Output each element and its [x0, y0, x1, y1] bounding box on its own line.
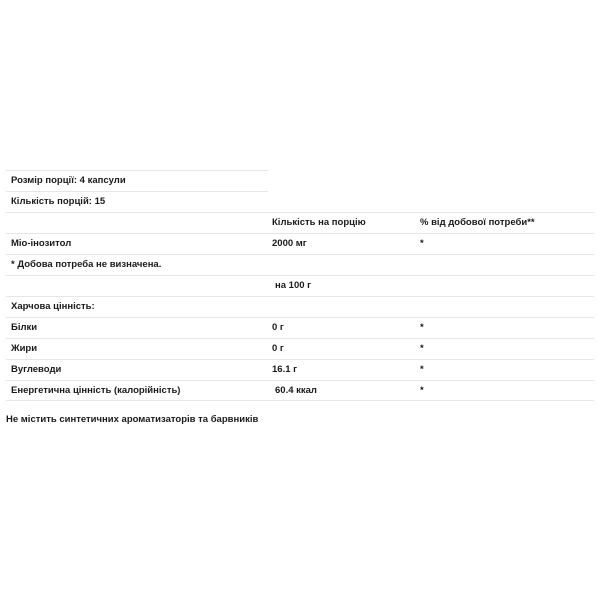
nutrient-daily-value: *: [420, 364, 424, 375]
nutrient-daily-value: *: [420, 322, 424, 333]
nutrition-title-row: [6, 296, 594, 317]
ingredient-amount: 2000 мг: [272, 238, 307, 249]
nutrient-amount: 16.1 г: [272, 364, 298, 375]
nutrition-title: Харчова цінність:: [11, 301, 95, 312]
daily-value-header: % від добової потреби**: [420, 217, 535, 228]
nutrient-amount: 0 г: [272, 343, 284, 354]
nutrient-amount: 0 г: [272, 322, 284, 333]
nutrient-amount: 60.4 ккал: [275, 385, 317, 396]
per-100g-header: на 100 г: [275, 280, 312, 291]
nutrient-name: Жири: [11, 343, 38, 354]
serving-size: Розмір порції: 4 капсули: [11, 175, 126, 186]
per-100g-header-row: [6, 275, 594, 296]
nutrition-row-fat: [6, 338, 594, 359]
no-synthetic-additives-note: Не містить синтетичних ароматизаторів та барвників: [6, 414, 259, 425]
daily-value-note: * Добова потреба не визначена.: [11, 259, 162, 270]
nutrient-daily-value: *: [420, 343, 424, 354]
nutrient-name: Білки: [11, 322, 38, 333]
ingredient-name: Міо-інозитол: [11, 238, 72, 249]
supplement-facts-table: [6, 170, 594, 401]
serving-count: Кількість порцій: 15: [11, 196, 106, 207]
nutrition-row-carbs: [6, 359, 594, 380]
nutrient-daily-value: *: [420, 385, 424, 396]
nutrition-row-energy: [6, 380, 594, 401]
nutrient-name: Вуглеводи: [11, 364, 62, 375]
serving-size-row: [6, 170, 268, 191]
serving-count-row: [6, 191, 268, 212]
ingredient-row: [6, 233, 594, 254]
note-row: [6, 254, 594, 275]
nutrition-row-protein: [6, 317, 594, 338]
table-header-row: [6, 212, 594, 233]
nutrient-name: Енергетична цінність (калорійність): [11, 385, 181, 396]
amount-per-serving-header: Кількість на порцію: [272, 217, 366, 228]
ingredient-daily-value: *: [420, 238, 424, 249]
